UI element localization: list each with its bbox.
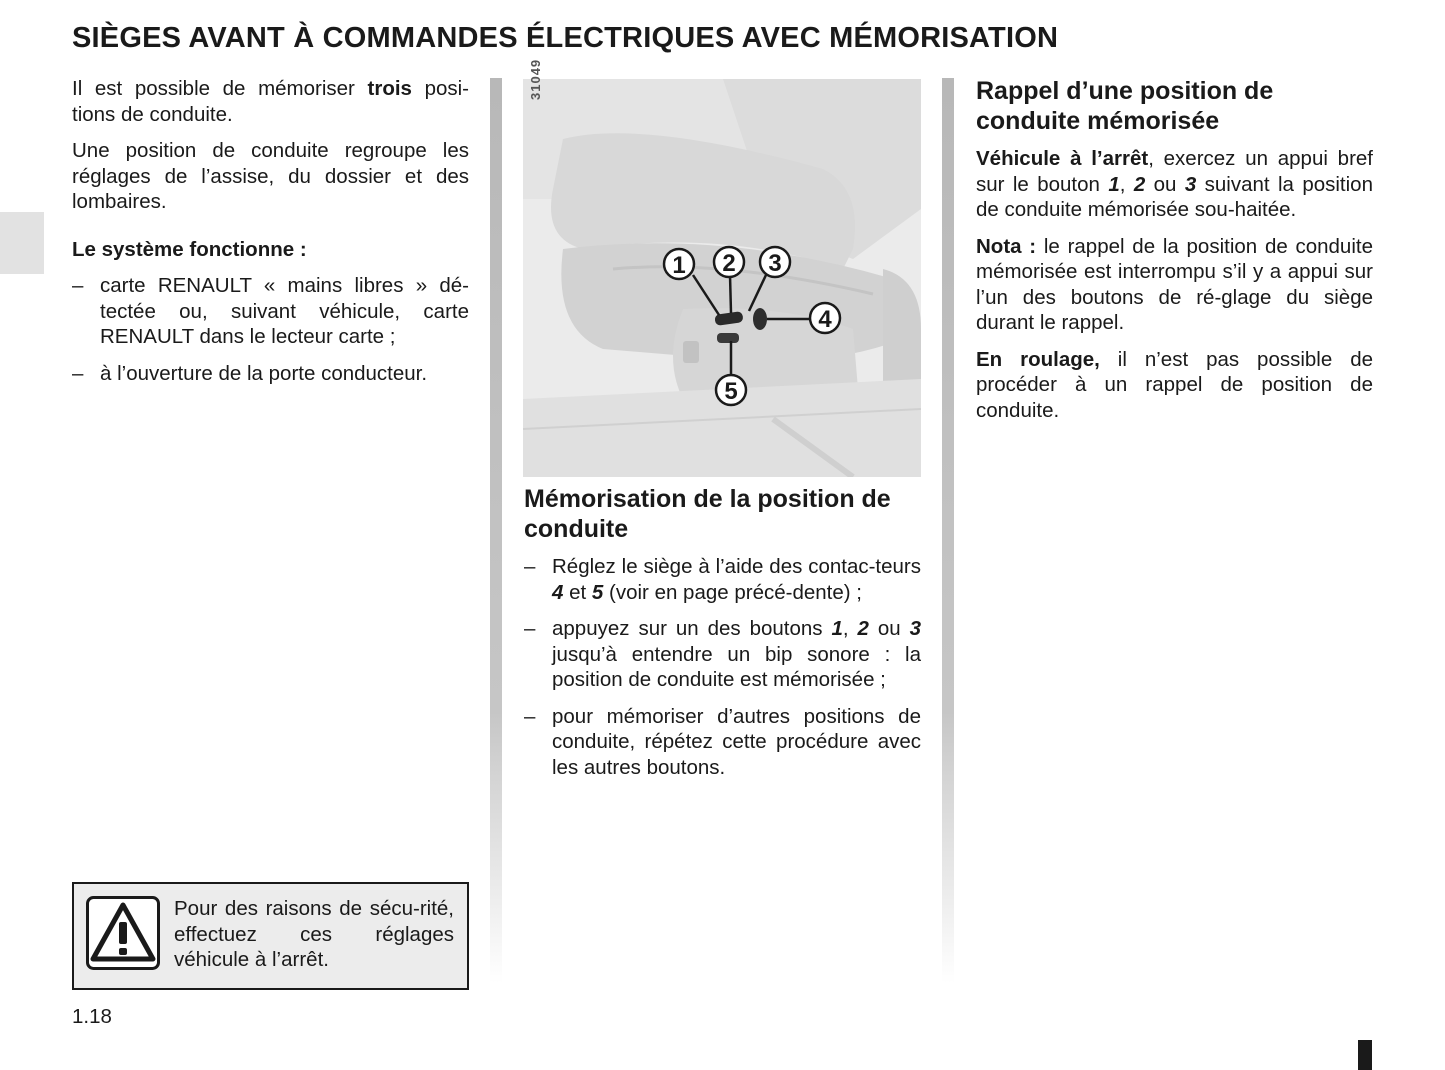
page-title: SIÈGES AVANT À COMMANDES ÉLECTRIQUES AVEC MÉMORISATION <box>72 22 1059 54</box>
list-item: – Réglez le siège à l’aide des contac-teurs 4 et 5 (voir en page précé-dente) ; <box>524 554 921 605</box>
intro-paragraph: Il est possible de mémoriser trois posi-tions de conduite. <box>72 77 470 126</box>
svg-text:3: 3 <box>768 250 782 277</box>
warning-text: Pour des raisons de sécu-rité, effectuez ces réglages véhicule à l’arrêt. <box>174 897 454 971</box>
recall-heading: Rappel d’une position de conduite mémorisée <box>976 77 1274 135</box>
seat-illustration <box>523 79 921 477</box>
driving-paragraph: En roulage, il n’est pas possible de procéder à un rappel de position de conduite. <box>976 347 1373 422</box>
callout-2 <box>714 247 744 277</box>
list-item: – à l’ouverture de la porte conducteur. <box>72 361 469 387</box>
system-conditions-list <box>72 273 469 386</box>
callout-1 <box>664 249 694 279</box>
list-item: – carte RENAULT « mains libres » dé-tectée ou, suivant véhicule, carte RENAULT dans le lecteur carte ; <box>72 273 469 350</box>
column-divider-left <box>490 78 502 983</box>
seat-controls-figure <box>523 79 921 477</box>
column-divider-right <box>942 78 954 983</box>
svg-text:1: 1 <box>672 252 686 279</box>
svg-text:4: 4 <box>818 306 832 333</box>
memorization-steps-list <box>524 554 921 780</box>
memorization-heading: Mémorisation de la position de conduite <box>524 485 891 543</box>
list-item: – pour mémoriser d’autres positions de conduite, répétez cette procédure avec les autres boutons. <box>524 704 921 781</box>
page-number: 1.18 <box>72 1005 112 1028</box>
safety-warning-box <box>72 882 469 990</box>
svg-text:2: 2 <box>722 250 736 277</box>
note-paragraph: Nota : le rappel de la position de conduite mémorisée est interrompu s’il y a appui sur l’un des boutons de ré-glage du siège durant le rappel. <box>976 234 1373 334</box>
warning-triangle-icon <box>86 896 160 970</box>
middle-column <box>524 484 921 791</box>
system-lead: Le système fonctionne : <box>72 237 307 261</box>
callout-5 <box>716 375 746 405</box>
recall-paragraph: Véhicule à l’arrêt, exercez un appui bref sur le bouton 1, 2 ou 3 suivant la position de conduite mémorisée sou-haitée. <box>976 147 1373 221</box>
left-column <box>72 76 469 397</box>
right-column <box>976 76 1373 434</box>
svg-text:5: 5 <box>724 378 738 405</box>
list-item: – appuyez sur un des boutons 1, 2 ou 3 jusqu’à entendre un bip sonore : la position de conduite est mémorisée ; <box>524 616 921 693</box>
section-tab <box>0 212 44 274</box>
figure-reference-code: 31049 <box>528 58 543 100</box>
callout-3 <box>760 247 790 277</box>
definition-paragraph: Une position de conduite regroupe les réglages de l’assise, du dossier et des lombaires. <box>72 139 469 213</box>
callout-4 <box>810 303 840 333</box>
page-edge-mark <box>1358 1040 1372 1070</box>
